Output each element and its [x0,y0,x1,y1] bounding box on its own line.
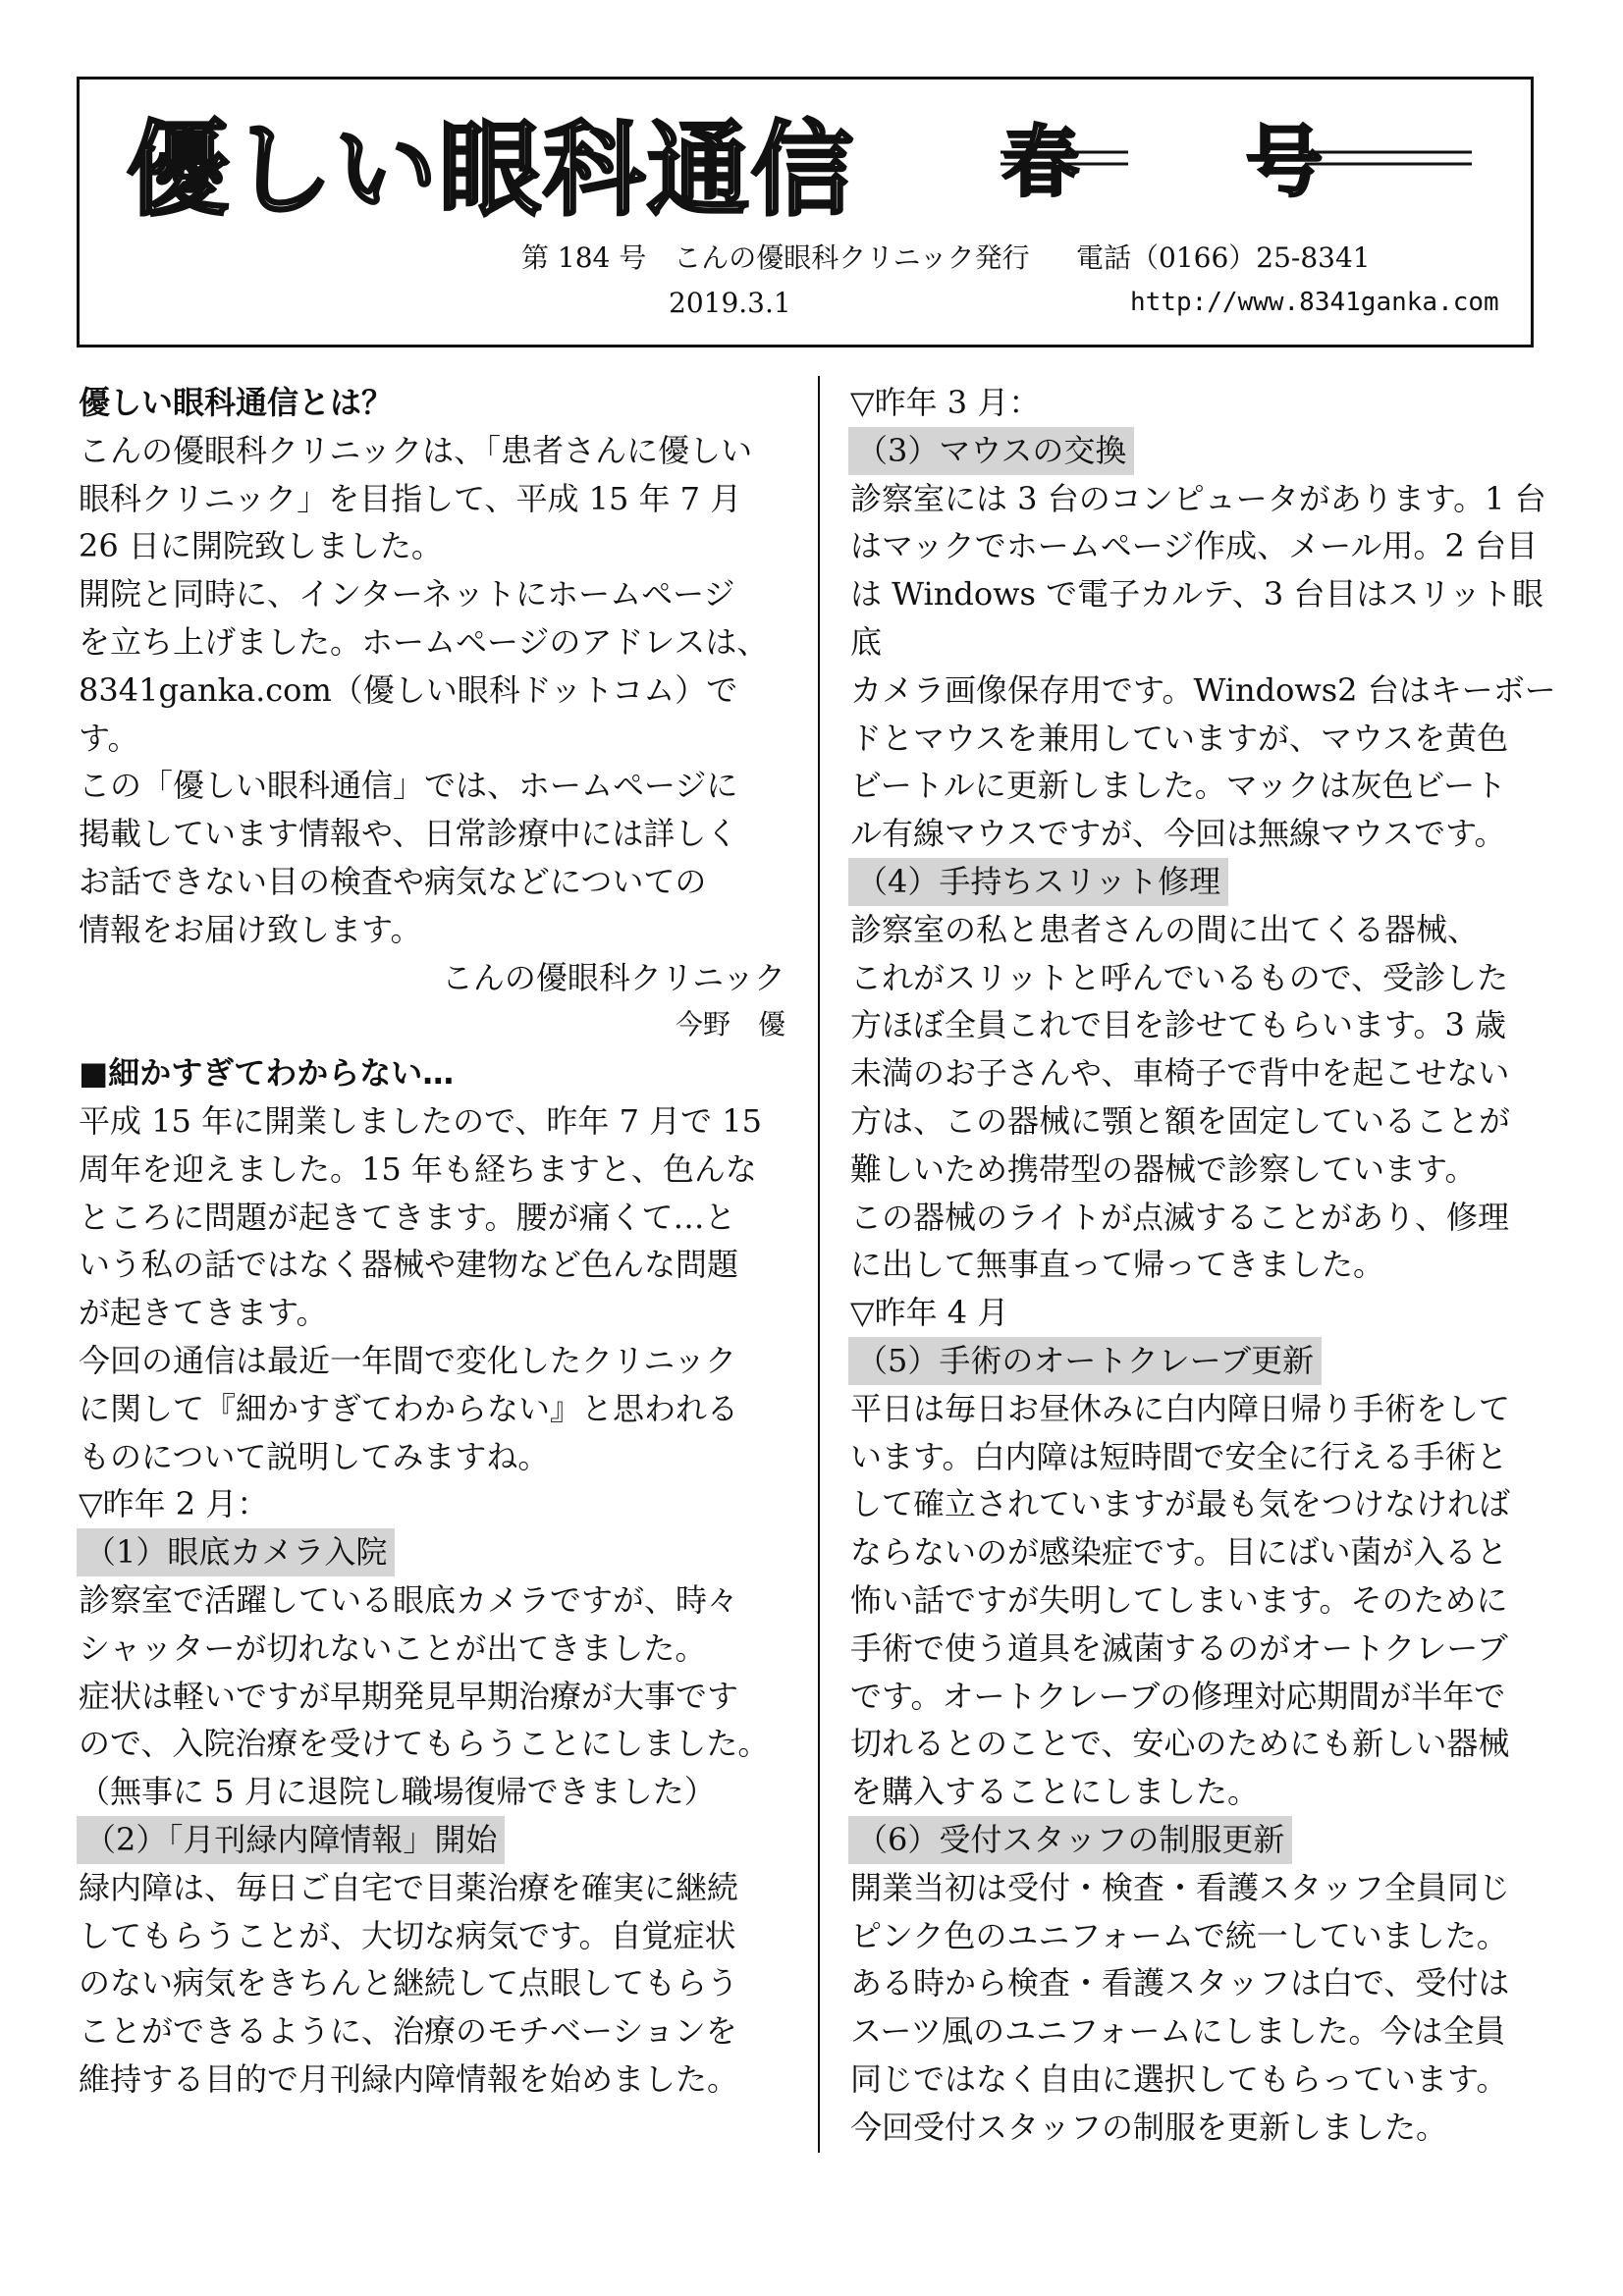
doctor-name: 今野 優 [675,1008,785,1041]
text-line: を立ち上げました。ホームページのアドレスは、 [79,622,769,661]
intro-paragraph [79,427,785,954]
text-line: 難しいため携帯型の器械で診察しています。 [850,1149,1477,1188]
website-url[interactable]: http://www.8341ganka.com [1130,288,1499,317]
item2-title: （2）「月刊緑内障情報」開始 [77,1816,505,1864]
item5-body [850,1385,1562,1816]
text-line: います。白内障は短時間で安全に行える手術と [850,1437,1508,1475]
text-line: 方ほぼ全員これで目を診せてもらいます。3 歳 [850,1006,1506,1044]
item3-body [850,475,1562,858]
text-line: 維持する目的で月刊緑内障情報を始めました。 [79,2059,739,2098]
column-divider [818,376,820,2153]
text-line: （無事に 5 月に退院し職場復帰できました） [79,1773,716,1811]
item4-title: （4）手持ちスリット修理 [848,858,1228,906]
item1-body [79,1576,785,1816]
text-line: ピンク色のユニフォームで統一していました。 [850,1916,1508,1954]
text-line: 情報をお届け致します。 [79,910,422,948]
text-line: ところに問題が起きてきます。腰が痛くて…と [79,1198,736,1236]
text-line: こんの優眼科クリニックは、「患者さんに優しい [79,431,753,469]
section-heading: ■細かすぎてわからない… [79,1054,455,1093]
text-line: 診察室には 3 台のコンピュータがあります。1 台 [850,479,1546,517]
text-line: スーツ風のユニフォームにしました。今は全員 [850,2012,1506,2051]
text-line: ル有線マウスですが、今回は無線マウスです。 [850,815,1506,853]
text-line: 今回受付スタッフの制服を更新しました。 [850,2108,1448,2146]
text-line: 開業当初は受付・検査・看護スタッフ全員同じ [850,1868,1511,1906]
text-line: 平日は毎日お昼休みに白内障日帰り手術をして [850,1389,1511,1427]
text-line: ドとマウスを兼用していますが、マウスを黄色 [850,719,1509,757]
left-column [79,379,785,2104]
text-line: この器械のライトが点滅することがあり、修理 [850,1198,1510,1236]
text-line: してもらうことが、大切な病気です。自覚症状 [79,1916,736,1954]
text-line: いう私の話ではなく器械や建物など色んな問題 [79,1246,739,1284]
text-line: 診察室の私と患者さんの間に出てくる器械、 [850,910,1480,948]
issue-info: 第 184 号 こんの優眼科クリニック発行 [521,241,1030,274]
season-label: 春号 [1002,119,1490,207]
text-line: 症状は軽いですが早期発見早期治療が大事です [79,1677,739,1715]
item5-title: （5）手術のオートクレーブ更新 [848,1337,1322,1385]
item6-title: （6）受付スタッフの制服更新 [848,1816,1292,1864]
text-line: はマックでホームページ作成、メール用。2 台目 [850,527,1538,565]
text-line: ものについて説明してみますね。 [79,1437,550,1475]
intro-heading: 優しい眼科通信とは？ [79,384,394,421]
text-line: この「優しい眼科通信」では、ホームページに [79,767,738,805]
item1-title: （1）眼底カメラ入院 [77,1528,395,1576]
text-line: 同じではなく自由に選択してもらっています。 [850,2059,1508,2098]
apr-label: ▽昨年 4 月 [850,1294,1009,1332]
feb-label: ▽昨年 2 月： [79,1485,269,1523]
text-line: ならないのが感染症です。目にばい菌が入ると [850,1533,1508,1572]
text-line: これがスリットと呼んでいるもので、受診した [850,958,1509,996]
issue-date: 2019.3.1 [669,287,791,319]
right-column [850,379,1562,2151]
text-line: です。オートクレーブの修理対応期間が半年で [850,1677,1506,1715]
text-line: 8341ganka.com（優しい眼科ドットコム）です。 [79,670,738,757]
item6-body [850,1864,1562,2152]
text-line: 今回の通信は最近一年間で変化したクリニック [79,1341,737,1379]
text-line: のない病気をきちんと継続して点眼してもらう [79,1964,739,2002]
text-line: ので、入院治療を受けてもらうことにしました。 [79,1725,770,1763]
text-line: 緑内障は、毎日ご自宅で目薬治療を確実に継続 [79,1868,739,1906]
text-line: 周年を迎えました。15 年も経ちますと、色んな [79,1149,757,1188]
text-line: 手術で使う道具を滅菌するのがオートクレーブ [850,1629,1508,1667]
text-line: に出して無事直って帰ってきました。 [850,1246,1385,1284]
text-line: ビートルに更新しました。マックは灰色ビート [850,767,1507,805]
text-line: シャッターが切れないことが出てきました。 [79,1629,707,1667]
text-line: 未満のお子さんや、車椅子で背中を起こせない [850,1054,1510,1093]
text-line: 怖い話ですが失明してしまいます。そのために [850,1580,1508,1619]
newsletter-title: 優しい眼科通信 [127,110,856,230]
text-line: 平成 15 年に開業しましたので、昨年 7 月で 15 [79,1101,763,1140]
mar-label: ▽昨年 3 月： [850,384,1041,421]
text-line: が起きてきます。 [79,1294,328,1332]
text-line: に関して『細かすぎてわからない』と思われる [79,1389,739,1427]
text-line: は Windows で電子カルテ、3 台目はスリット眼底 [850,575,1544,661]
text-line: お話できない目の検査や病気などについての [79,862,707,900]
text-line: カメラ画像保存用です。Windows2 台はキーボー [850,670,1556,709]
text-line: 掲載しています情報や、日常診療中には詳しく [79,815,738,853]
section-paragraph [79,1097,785,1480]
phone-number: 電話（0166）25-8341 [1076,241,1371,274]
item3-title: （3）マウスの交換 [848,427,1134,475]
clinic-name: こんの優眼科クリニック [441,958,785,996]
text-line: 26 日に開院致しました。 [79,527,443,565]
item2-body [79,1864,785,2104]
text-line: 方は、この器械に顎と額を固定していることが [850,1101,1511,1140]
item4-body [850,906,1562,1289]
text-line: 開院と同時に、インターネットにホームページ [79,575,735,614]
newsletter-header [77,77,1534,347]
text-line: を購入することにしました。 [850,1773,1260,1811]
text-line: 診察室で活躍している眼底カメラですが、時々 [79,1580,739,1619]
text-line: ことができるように、治療のモチベーションを [79,2012,737,2051]
text-line: 切れるとのことで、安心のためにも新しい器械 [850,1725,1510,1763]
text-line: 眼科クリニック」を目指して、平成 15 年 7 月 [79,479,742,517]
text-line: ある時から検査・看護スタッフは白で、受付は [850,1964,1510,2002]
text-line: して確立されていますが最も気をつけなければ [850,1485,1511,1523]
